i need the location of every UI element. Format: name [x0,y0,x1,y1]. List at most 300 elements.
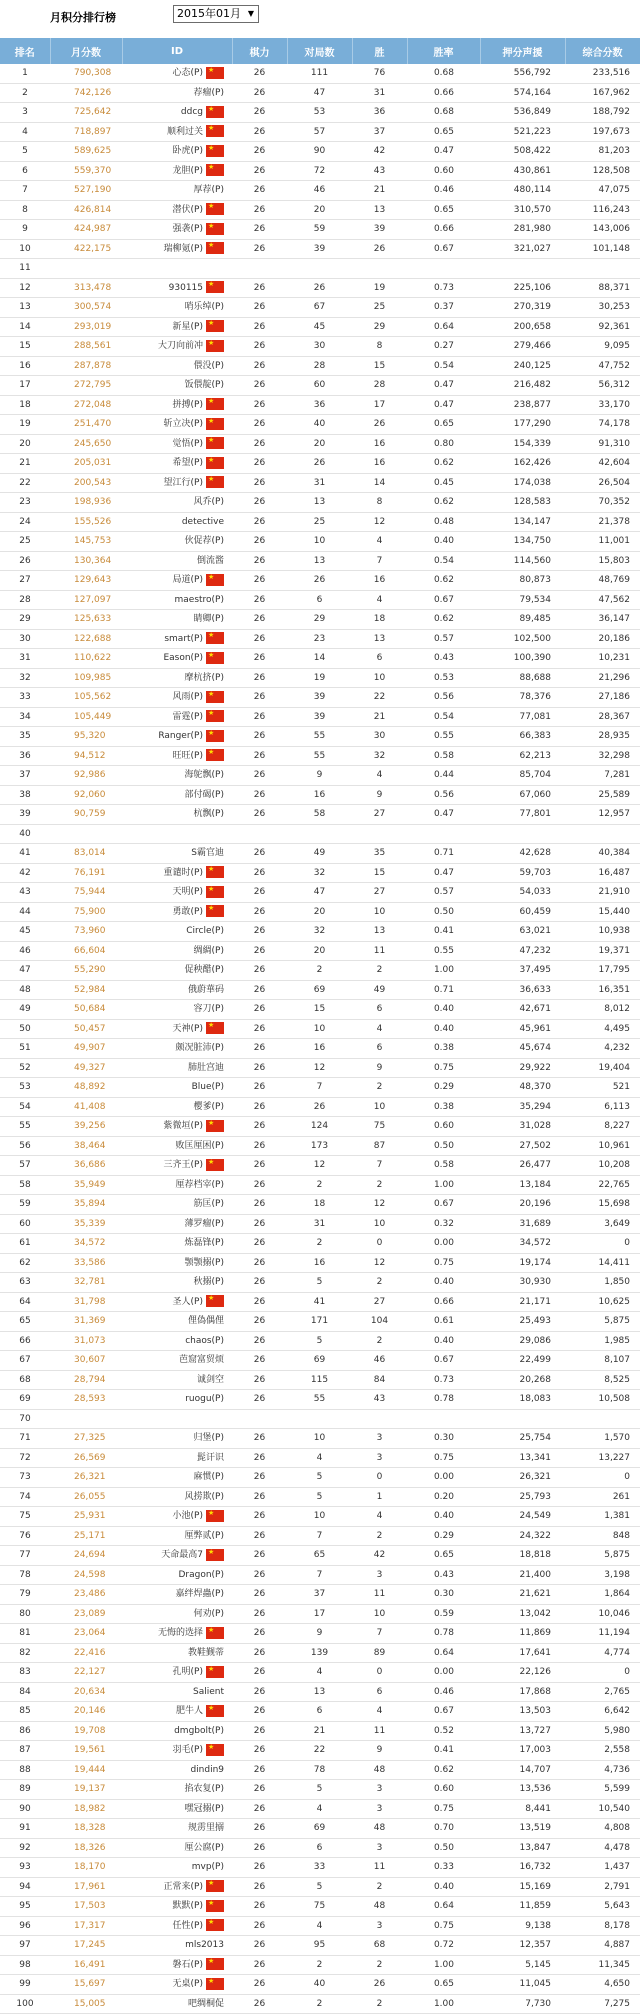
cell-rank-text: 89 [19,1784,31,1794]
cell-total [565,376,640,396]
cell-total-text: 16,351 [598,984,630,995]
cell-month-score [50,1429,122,1449]
cell-games [287,629,352,649]
cell-id[interactable] [122,1838,232,1858]
cell-total [565,1858,640,1878]
cell-games-text: 20 [313,438,326,449]
cell-total-text: 15,698 [598,1199,630,1209]
china-flag-icon [206,1900,224,1912]
table-row [0,824,640,844]
cell-id[interactable] [122,1390,232,1410]
cell-id[interactable] [122,1663,232,1683]
cell-id[interactable] [122,1019,232,1039]
cell-games [287,1819,352,1839]
cell-month-score-text: 155,526 [74,516,112,527]
cell-id[interactable] [122,1273,232,1293]
cell-id[interactable] [122,746,232,766]
cell-wins [352,1565,407,1585]
col-header-wins[interactable]: 胜 [352,38,407,64]
cell-id[interactable] [122,707,232,727]
cell-id[interactable] [122,1507,232,1527]
cell-support-text: 162,426 [513,458,551,468]
cell-total-text: 233,516 [592,68,630,78]
cell-id[interactable] [122,1643,232,1663]
cell-id[interactable] [122,1175,232,1195]
cell-month-score [50,1136,122,1156]
cell-games [287,1663,352,1683]
cell-win-rate [407,805,480,825]
cell-id[interactable] [122,1448,232,1468]
cell-total-text: 0 [624,1238,630,1248]
table-row [0,590,640,610]
cell-rank-text: 91 [19,1823,31,1833]
cell-month-score-text: 130,364 [74,555,112,566]
cell-id[interactable] [122,1916,232,1936]
cell-win-rate [407,961,480,981]
cell-win-rate [407,1624,480,1644]
cell-id[interactable] [122,1292,232,1312]
col-header-win-rate[interactable]: 胜率 [407,38,480,64]
cell-support [480,1253,565,1273]
cell-id[interactable] [122,941,232,961]
cell-id[interactable] [122,961,232,981]
cell-games [287,668,352,688]
cell-level-text: 26 [253,887,266,897]
cell-id[interactable] [122,1195,232,1215]
cell-level-text: 26 [253,360,266,371]
cell-win-rate [407,551,480,571]
cell-support [480,259,565,279]
cell-id[interactable] [122,1331,232,1351]
cell-total-text: 101,148 [592,243,630,254]
cell-win-rate [407,1936,480,1956]
cell-id[interactable] [122,1585,232,1605]
table-row [0,1994,640,2014]
cell-id[interactable] [122,805,232,825]
cell-games-text: 4 [316,1920,323,1931]
cell-id[interactable] [122,1721,232,1741]
cell-support-text: 25,754 [519,1433,551,1443]
cell-month-score-text: 94,512 [74,750,106,761]
cell-wins [352,688,407,708]
cell-id[interactable] [122,1117,232,1137]
cell-wins [352,415,407,435]
cell-id[interactable] [122,434,232,454]
cell-id[interactable] [122,181,232,201]
cell-id[interactable] [122,1994,232,2014]
cell-rank-text: 54 [19,1101,31,1112]
cell-wins-text: 12 [373,1199,386,1209]
cell-total [565,1936,640,1956]
cell-id[interactable] [122,1975,232,1995]
cell-level [232,1877,287,1897]
cell-rank [0,863,50,883]
cell-support [480,922,565,942]
cell-id[interactable] [122,395,232,415]
table-row [0,707,640,727]
cell-rank [0,1604,50,1624]
cell-id[interactable] [122,1097,232,1117]
cell-win-rate [407,863,480,883]
cell-games-text: 67 [313,302,326,312]
cell-level [232,863,287,883]
cell-level [232,239,287,259]
cell-id[interactable] [122,824,232,844]
cell-wins [352,1370,407,1390]
table-row [0,941,640,961]
cell-rank-text: 7 [22,185,28,195]
cell-id[interactable] [122,980,232,1000]
cell-id[interactable] [122,278,232,298]
cell-id[interactable] [122,1312,232,1332]
cell-support [480,1039,565,1059]
cell-win-rate [407,220,480,240]
cell-win-rate-text: 0.55 [433,731,454,741]
cell-id[interactable] [122,1214,232,1234]
cell-support [480,766,565,786]
cell-total [565,1741,640,1761]
cell-month-score-text: 55,290 [74,965,106,975]
cell-games [287,883,352,903]
cell-id[interactable] [122,1955,232,1975]
cell-id[interactable] [122,1604,232,1624]
cell-id[interactable] [122,902,232,922]
cell-id[interactable] [122,1799,232,1819]
cell-level-text: 26 [253,1530,266,1541]
cell-id-text: 嘉绊焊蟲(P) [175,1589,224,1599]
cell-month-score-text: 18,170 [74,1862,106,1872]
cell-games-text: 45 [313,321,326,332]
col-header-support[interactable]: 押分声援 [480,38,565,64]
cell-level [232,1370,287,1390]
cell-wins [352,122,407,142]
cell-id[interactable] [122,64,232,83]
cell-rank [0,571,50,591]
col-header-games[interactable]: 对局数 [287,38,352,64]
cell-support [480,1819,565,1839]
cell-id[interactable] [122,766,232,786]
cell-id[interactable] [122,1000,232,1020]
cell-id[interactable] [122,1877,232,1897]
cell-rank-text: 80 [19,1608,31,1619]
cell-rank [0,590,50,610]
cell-id[interactable] [122,1780,232,1800]
cell-id[interactable] [122,83,232,103]
cell-id[interactable] [122,1702,232,1722]
china-flag-icon [206,1627,224,1639]
cell-id[interactable] [122,1546,232,1566]
cell-support-text: 25,793 [519,1491,551,1502]
cell-id[interactable] [122,1156,232,1176]
cell-win-rate [407,64,480,83]
cell-games [287,1468,352,1488]
cell-rank-text: 36 [19,750,31,761]
cell-level-text: 26 [253,1277,266,1287]
cell-id-text: 诚剑空 [196,1374,224,1385]
cell-rank-text: 53 [19,1082,31,1092]
cell-level-text: 26 [253,321,266,332]
cell-month-score [50,1975,122,1995]
cell-games-text: 65 [313,1550,326,1560]
cell-total [565,1975,640,1995]
cell-id[interactable] [122,785,232,805]
cell-level [232,707,287,727]
table-row [0,532,640,552]
cell-rank [0,1487,50,1507]
cell-support [480,1273,565,1293]
cell-win-rate [407,1877,480,1897]
cell-month-score [50,688,122,708]
cell-id[interactable] [122,571,232,591]
cell-month-score [50,278,122,298]
cell-id[interactable] [122,688,232,708]
cell-id[interactable] [122,1565,232,1585]
cell-id[interactable] [122,1058,232,1078]
cell-id[interactable] [122,142,232,162]
cell-id[interactable] [122,1526,232,1546]
cell-id[interactable] [122,1897,232,1917]
cell-id[interactable] [122,1234,232,1254]
month-select[interactable] [173,5,259,23]
cell-level-text: 26 [253,419,266,429]
cell-total-text: 28,367 [598,711,630,722]
cell-support-text: 238,877 [513,399,551,410]
cell-month-score [50,1078,122,1098]
cell-month-score-text: 52,984 [74,984,106,995]
cell-games-text: 47 [313,87,326,98]
cell-support-text: 48,370 [519,1082,551,1092]
cell-id[interactable] [122,512,232,532]
cell-level [232,1799,287,1819]
cell-games [287,1351,352,1371]
cell-id[interactable] [122,1253,232,1273]
cell-games-text: 28 [313,360,326,371]
cell-id[interactable] [122,922,232,942]
cell-id[interactable] [122,473,232,493]
dropdown-arrow-icon: ▼ [247,9,254,18]
cell-id-text: 觉悟(P) [172,438,203,449]
cell-total [565,707,640,727]
cell-rank [0,824,50,844]
cell-games-text: 6 [316,594,323,605]
cell-support-text: 59,703 [519,867,551,878]
cell-wins-text: 0 [376,1667,383,1677]
cell-level-text: 26 [253,1335,266,1346]
cell-id[interactable] [122,610,232,630]
table-row [0,337,640,357]
cell-total [565,1097,640,1117]
cell-rank [0,785,50,805]
cell-rank-text: 69 [19,1394,31,1404]
cell-month-score-text: 426,814 [74,204,112,215]
cell-month-score [50,1331,122,1351]
cell-month-score-text: 48,892 [74,1082,106,1092]
cell-id[interactable] [122,103,232,123]
cell-total-text: 47,562 [598,594,630,605]
cell-month-score [50,922,122,942]
cell-id[interactable] [122,317,232,337]
cell-rank-text: 27 [19,575,31,585]
cell-id[interactable] [122,1741,232,1761]
cell-month-score-text: 122,688 [74,633,112,644]
cell-wins-text: 37 [373,126,386,137]
cell-total-text: 10,540 [598,1803,630,1814]
cell-id[interactable] [122,161,232,181]
cell-rank-text: 17 [19,380,31,390]
cell-id[interactable] [122,1468,232,1488]
cell-id[interactable] [122,727,232,747]
cell-wins-text: 43 [373,165,386,176]
cell-total-text: 13,227 [598,1452,630,1463]
cell-rank-text: 55 [19,1121,31,1131]
cell-level-text: 26 [253,1062,266,1073]
cell-support-text: 13,184 [519,1179,551,1190]
cell-total [565,1078,640,1098]
cell-win-rate [407,766,480,786]
cell-wins [352,1409,407,1429]
cell-support-text: 17,868 [519,1686,551,1697]
cell-support [480,1643,565,1663]
cell-id[interactable] [122,239,232,259]
cell-id[interactable] [122,668,232,688]
cell-rank-text: 92 [19,1842,31,1853]
col-header-level[interactable]: 棋力 [232,38,287,64]
china-flag-icon [206,1159,224,1171]
cell-month-score-text: 251,470 [74,419,112,429]
cell-win-rate [407,1780,480,1800]
cell-win-rate-text: 0.57 [433,633,454,644]
cell-total-text: 8,178 [604,1920,630,1931]
cell-rank [0,1565,50,1585]
cell-games [287,1643,352,1663]
cell-id[interactable] [122,356,232,376]
cell-wins-text: 35 [373,848,386,858]
cell-id[interactable] [122,1936,232,1956]
cell-id[interactable] [122,376,232,396]
cell-id[interactable] [122,1487,232,1507]
cell-id[interactable] [122,298,232,318]
cell-win-rate [407,707,480,727]
cell-level-text: 26 [253,204,266,215]
cell-id[interactable] [122,1624,232,1644]
cell-wins-text: 76 [373,68,386,78]
cell-id[interactable] [122,1682,232,1702]
cell-id[interactable] [122,1760,232,1780]
cell-id[interactable] [122,1409,232,1429]
cell-win-rate-text: 0.58 [433,1160,454,1170]
cell-wins [352,1195,407,1215]
cell-month-score [50,1253,122,1273]
cell-id[interactable] [122,122,232,142]
cell-id[interactable] [122,1429,232,1449]
cell-id[interactable] [122,1819,232,1839]
cell-id-text: 正常来(P) [163,1881,203,1892]
cell-id[interactable] [122,649,232,669]
cell-level-text: 26 [253,614,266,624]
cell-level [232,317,287,337]
cell-total-text: 5,643 [604,1901,630,1911]
cell-rank-text: 75 [19,1511,31,1521]
cell-win-rate [407,610,480,630]
cell-id[interactable] [122,590,232,610]
cell-id[interactable] [122,415,232,435]
cell-id[interactable] [122,863,232,883]
cell-id[interactable] [122,1351,232,1371]
cell-id[interactable] [122,1858,232,1878]
cell-support-text: 17,641 [519,1647,551,1658]
cell-games-text: 2 [316,1179,323,1190]
cell-wins [352,629,407,649]
cell-win-rate-text: 0.47 [433,399,454,410]
cell-wins-text: 6 [376,1686,383,1697]
cell-id[interactable] [122,532,232,552]
col-header-month-score[interactable]: 月分数 [50,38,122,64]
cell-rank [0,1858,50,1878]
cell-total-text: 261 [612,1491,630,1502]
cell-id[interactable] [122,1039,232,1059]
cell-level-text: 26 [253,1374,266,1385]
cell-win-rate-text: 0.53 [433,672,454,683]
cell-id[interactable] [122,337,232,357]
cell-wins-text: 13 [373,633,386,644]
col-header-total[interactable]: 综合分数 [565,38,640,64]
cell-win-rate [407,1916,480,1936]
cell-id[interactable] [122,454,232,474]
cell-total-text: 4,478 [604,1842,630,1853]
cell-rank [0,1351,50,1371]
cell-id[interactable] [122,883,232,903]
cell-id[interactable] [122,1078,232,1098]
cell-id[interactable] [122,200,232,220]
cell-total-text: 30,253 [598,302,630,312]
cell-support [480,1234,565,1254]
cell-id[interactable] [122,629,232,649]
cell-month-score-text: 35,949 [74,1179,106,1190]
cell-id[interactable] [122,220,232,240]
cell-games [287,337,352,357]
cell-id[interactable] [122,844,232,864]
cell-wins [352,1897,407,1917]
cell-support-text: 536,849 [513,107,551,117]
cell-wins-text: 7 [376,1160,383,1170]
cell-total-text: 6,113 [604,1101,630,1112]
cell-wins-text: 89 [373,1647,386,1658]
cell-id[interactable] [122,259,232,279]
cell-month-score [50,727,122,747]
cell-total [565,688,640,708]
col-header-id[interactable]: ID [122,38,232,64]
cell-level-text: 26 [253,1550,266,1560]
cell-support-text: 80,873 [519,575,551,585]
cell-id[interactable] [122,1370,232,1390]
cell-rank-text: 88 [19,1764,31,1775]
cell-rank-text: 63 [19,1277,31,1287]
table-row [0,1624,640,1644]
cell-id[interactable] [122,493,232,513]
cell-support-text: 240,125 [513,360,551,371]
cell-win-rate-text: 0.20 [433,1491,454,1502]
table-row [0,356,640,376]
cell-win-rate-text: 0.64 [433,1901,454,1911]
cell-win-rate [407,1097,480,1117]
cell-rank [0,1448,50,1468]
cell-id[interactable] [122,1136,232,1156]
cell-rank [0,805,50,825]
cell-win-rate-text: 0.64 [433,1647,454,1658]
cell-id[interactable] [122,551,232,571]
col-header-rank[interactable]: 排名 [0,38,50,64]
cell-level [232,1526,287,1546]
